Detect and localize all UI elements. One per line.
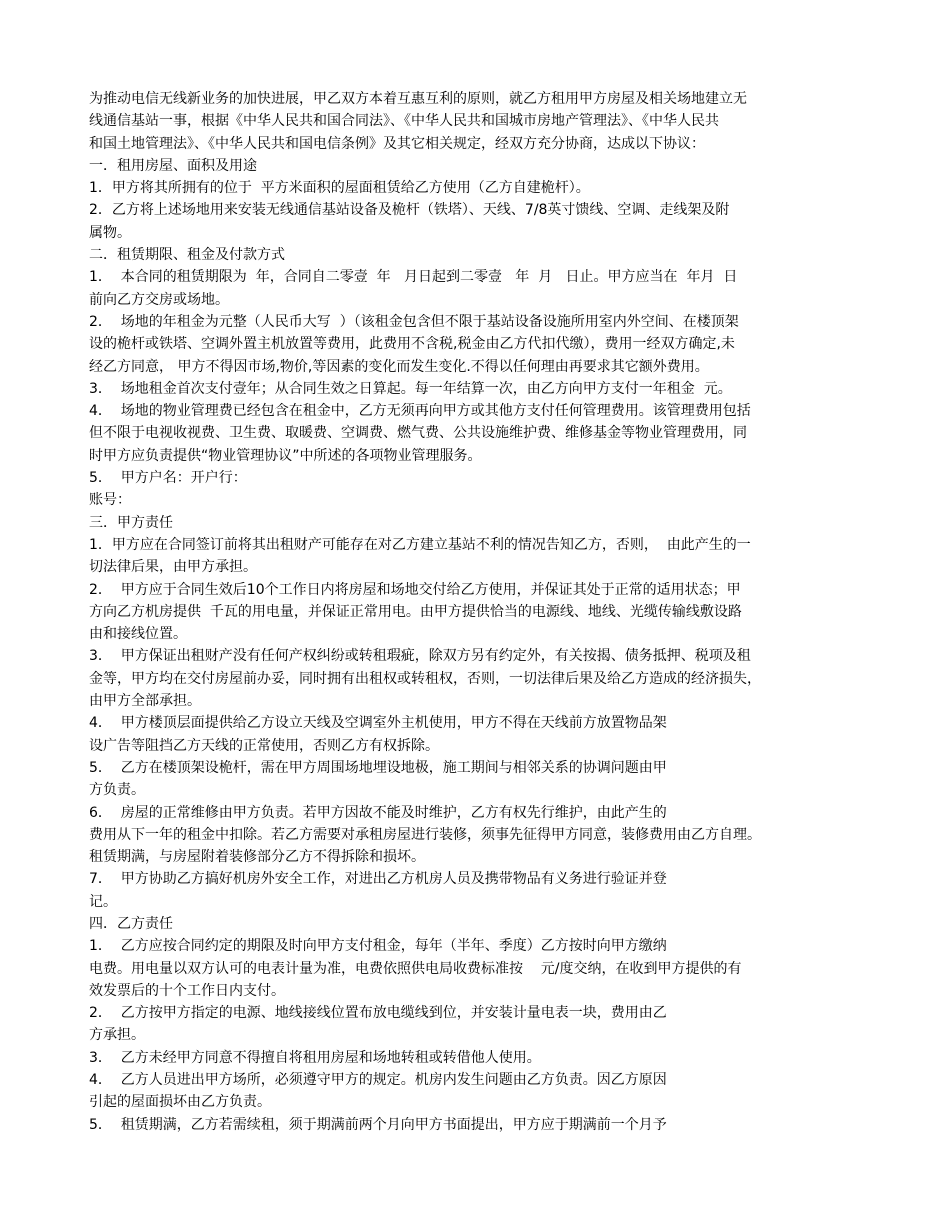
text-line: 1．甲方应在合同签订前将其出租财产可能存在对乙方建立基站不利的情况告知乙方，否则， 由此产生的一 <box>89 536 751 553</box>
text-line: 一．租用房屋、面积及用途 <box>89 157 257 174</box>
text-line: 2． 乙方按甲方指定的电源、地线接线位置布放电缆线到位，并安装计量电表一块，费用由乙 <box>89 1005 667 1022</box>
text-line: 3． 乙方未经甲方同意不得擅自将租用房屋和场地转租或转借他人使用。 <box>89 1049 541 1066</box>
text-line: 6． 房屋的正常维修由甲方负责。若甲方因故不能及时维护，乙方有权先行维护，由此产生的 <box>89 804 667 821</box>
text-line: 效发票后的十个工作日内支付。 <box>89 982 285 999</box>
text-line: 方向乙方机房提供 千瓦的用电量，并保证正常用电。由甲方提供恰当的电源线、地线、光缆传输线敷设路 <box>89 603 742 620</box>
text-line: 切法律后果，由甲方承担。 <box>89 559 257 576</box>
text-line: 四．乙方责任 <box>89 915 173 932</box>
text-line: 账号： <box>89 492 131 509</box>
text-line: 由甲方全部承担。 <box>89 693 201 710</box>
text-line: 为推动电信无线新业务的加快进展，甲乙双方本着互惠互利的原则，就乙方租用甲方房屋及相关场地建立无 <box>89 91 747 107</box>
text-line: 电费。用电量以双方认可的电表计量为准，电费依照供电局收费标准按 元/度交纳，在收到甲方提供的有 <box>89 960 742 977</box>
text-line: 4． 场地的物业管理费已经包含在租金中，乙方无须再向甲方或其他方支付任何管理费用。该管理费用包括 <box>89 403 751 420</box>
text-line: 和国土地管理法》、《中华人民共和国电信条例》及其它相关规定，经双方充分协商，达成以下协议： <box>89 135 705 152</box>
text-line: 时甲方应负责提供“物业管理协议”中所述的各项物业管理服务。 <box>89 447 482 464</box>
text-line: 租赁期满，与房屋附着装修部分乙方不得拆除和损坏。 <box>89 849 425 866</box>
text-line: 设的桅杆或铁塔、空调外置主机放置等费用，此费用不含税,税金由乙方代扣代缴），费用一经双方确定,未 <box>89 336 735 353</box>
text-line: 记。 <box>89 893 117 910</box>
text-line: 3． 甲方保证出租财产没有任何产权纠纷或转租瑕疵，除双方另有约定外，有关按揭、债务抵押、税项及租 <box>89 648 751 665</box>
text-line: 2． 甲方应于合同生效后10个工作日内将房屋和场地交付给乙方使用，并保证其处于正常的适用状态；甲 <box>89 581 741 598</box>
text-line: 经乙方同意， 甲方不得因市场,物价,等因素的变化而发生变化.不得以任何理由再要求其它额外费用。 <box>89 358 709 375</box>
text-line: 5． 甲方户名：开户行： <box>89 470 247 487</box>
text-line: 方负责。 <box>89 782 145 799</box>
text-line: 二．租赁期限、租金及付款方式 <box>89 247 285 264</box>
text-line: 由和接线位置。 <box>89 626 187 643</box>
text-line: 2． 场地的年租金为元整（人民币大写 ）（该租金包含但不限于基站设备设施所用室内外空间、在楼顶架 <box>89 313 739 330</box>
text-line: 费用从下一年的租金中扣除。若乙方需要对承租房屋进行装修，须事先征得甲方同意，装修费用由乙方自理。 <box>89 826 761 843</box>
text-line: 引起的屋面损坏由乙方负责。 <box>89 1094 271 1111</box>
text-line: 但不限于电视收视费、卫生费、取暖费、空调费、燃气费、公共设施维护费、维修基金等物业管理费用，同 <box>89 425 747 442</box>
text-line: 1．甲方将其所拥有的位于 平方米面积的屋面租赁给乙方使用（乙方自建桅杆）。 <box>89 180 590 197</box>
text-line: 3． 场地租金首次支付壹年；从合同生效之日算起。每一年结算一次，由乙方向甲方支付一年租金 元。 <box>89 380 732 397</box>
text-line: 2．乙方将上述场地用来安装无线通信基站设备及桅杆（铁塔）、天线、7/8英寸馈线、空调、走线架及附 <box>89 202 730 219</box>
text-line: 4． 甲方楼顶层面提供给乙方设立天线及空调室外主机使用，甲方不得在天线前方放置物品架 <box>89 715 667 732</box>
text-line: 1． 乙方应按合同约定的期限及时向甲方支付租金，每年（半年、季度）乙方按时向甲方缴纳 <box>89 938 667 955</box>
text-line: 线通信基站一事，根据《中华人民共和国合同法》、《中华人民共和国城市房地产管理法》、《中华人民共 <box>89 113 719 130</box>
text-line: 三．甲方责任 <box>89 514 173 531</box>
text-line: 设广告等阻挡乙方天线的正常使用，否则乙方有权拆除。 <box>89 737 439 754</box>
text-line: 1． 本合同的租赁期限为 年，合同自二零壹 年 月日起到二零壹 年 月 日止。甲方应当在 年月 日 <box>89 269 738 286</box>
contract-document <box>89 88 864 1136</box>
text-line: 5． 乙方在楼顶架设桅杆，需在甲方周围场地埋设地极，施工期间与相邻关系的协调问题由甲 <box>89 759 667 776</box>
text-line: 7． 甲方协助乙方搞好机房外安全工作，对进出乙方机房人员及携带物品有义务进行验证并登 <box>89 871 667 888</box>
text-line: 前向乙方交房或场地。 <box>89 291 229 308</box>
text-line: 4． 乙方人员进出甲方场所，必须遵守甲方的规定。机房内发生问题由乙方负责。因乙方原因 <box>89 1072 667 1089</box>
text-line: 金等，甲方均在交付房屋前办妥，同时拥有出租权或转租权，否则，一切法律后果及给乙方造成的经济损失， <box>89 670 761 687</box>
text-line: 方承担。 <box>89 1027 145 1044</box>
text-line: 5． 租赁期满，乙方若需续租，须于期满前两个月向甲方书面提出，甲方应于期满前一个月予 <box>89 1116 667 1133</box>
text-line: 属物。 <box>89 224 131 241</box>
